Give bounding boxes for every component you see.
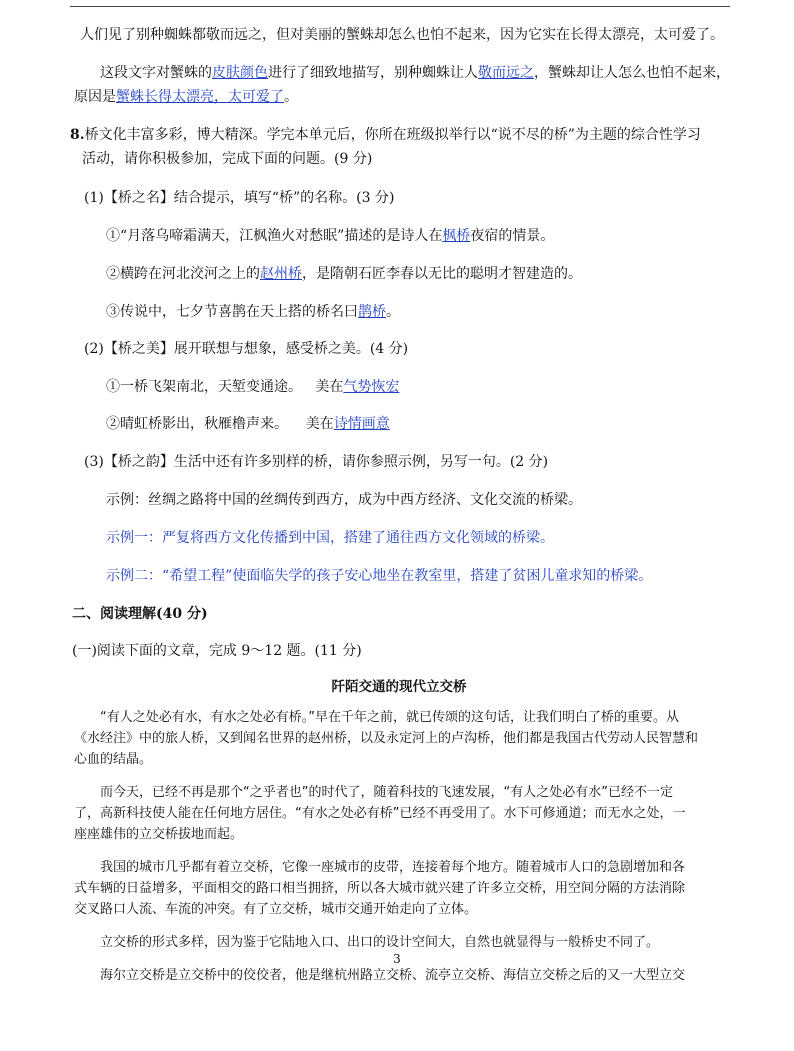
answer-blank: 枫桥 — [442, 228, 471, 244]
analysis-paragraph — [100, 62, 730, 84]
text: 。 — [284, 89, 298, 105]
article-line: 而今天，已经不再是那个“之乎者也”的时代了，随着科技的飞速发展，“有人之处必有水”已经不一定 — [100, 785, 673, 800]
answer-blank: 诗情画意 — [333, 416, 390, 432]
text: ②晴虹桥影出，秋雁橹声来。 美在 — [106, 416, 334, 432]
text: ①“月落乌啼霜满天，江枫渔火对愁眠”描述的是诗人在 — [106, 228, 443, 244]
article-line: 海尔立交桥是立交桥中的佼佼者，他是继杭州路立交桥、流亭立交桥、海信立交桥之后的又一大型立交 — [100, 968, 686, 983]
subquestion-2-title — [84, 338, 408, 360]
subquestion-3-answer-1 — [106, 527, 554, 549]
text: 这段文字对蟹蛛的 — [100, 65, 212, 81]
subquestion-3-answer-2 — [106, 565, 652, 587]
article-line: 心血的结晶。 — [74, 752, 153, 767]
subquestion-1-item-3 — [106, 301, 400, 323]
text: 人们见了别种蜘蛛都敬而远之，但对美丽的蟹蛛却怎么也怕不起来，因为它实在长得太漂亮，太可爱了。 — [80, 27, 724, 43]
article-line: 《水经注》中的旅人桥，又到闻名世界的赵州桥，以及永定河上的卢沟桥，他们都是我国古代劳动人民智慧和 — [74, 731, 699, 746]
article-line: 式车辆的日益增多，平面相交的路口相当拥挤，所以各大城市就兴建了许多立交桥，用空间分隔的方法消除 — [74, 881, 686, 896]
text: 夜宿的情景。 — [470, 228, 555, 244]
text: 示例：丝绸之路将中国的丝绸传到西方，成为中西方经济、文化交流的桥梁。 — [106, 492, 582, 508]
article-body — [74, 707, 734, 986]
text: 阡陌交通的现代立交桥 — [331, 679, 467, 695]
subquestion-3-title — [84, 451, 548, 473]
paragraph-line — [80, 24, 724, 46]
top-rule — [70, 6, 730, 7]
subquestion-1-item-2 — [106, 263, 582, 285]
text: (一)阅读下面的文章，完成 9～12 题。(11 分) — [72, 643, 362, 659]
article-line: 立交桥的形式多样，因为鉴于它陆地入口、出口的设计空间大，自然也就显得与一般桥史不同了。 — [100, 935, 660, 950]
article-title — [74, 676, 724, 698]
subquestion-3-example — [106, 489, 582, 511]
text: ①一桥飞架南北，天堑变通途。 美在 — [106, 379, 344, 395]
text: ②横跨在河北洨河之上的 — [106, 266, 260, 282]
text: 活动，请你积极参加，完成下面的问题。(9 分) — [82, 151, 373, 167]
text: 示例二：“希望工程”使面临失学的孩子安心地坐在教室里，搭建了贫困儿童求知的桥梁。 — [106, 568, 653, 584]
question-8-stem — [70, 124, 701, 146]
text: ，是隋朝石匠李春以无比的聪明才智建造的。 — [302, 266, 582, 282]
analysis-paragraph-cont — [74, 86, 298, 108]
text: ③传说中，七夕节喜鹊在天上搭的桥名曰 — [106, 304, 358, 320]
answer-blank: 赵州桥 — [260, 266, 302, 282]
article-line: 交叉路口人流、车流的冲突。有了立交桥，城市交通开始走向了立体。 — [74, 902, 478, 917]
text: 原因是 — [74, 89, 116, 105]
article-line: 座座雄伟的立交桥拔地而起。 — [74, 827, 244, 842]
article-line: 了，高新科技使人能在任何地方居住。“有水之处必有桥”已经不再受用了。水下可修通道；而无水之处，一 — [74, 806, 686, 821]
text: 桥文化丰富多彩，博大精深。学完本单元后，你所在班级拟举行以“说不尽的桥”为主题的综合性学习 — [84, 127, 701, 143]
answer-blank: 蟹蛛长得太漂亮，太可爱了 — [116, 89, 284, 105]
subquestion-1-title — [84, 187, 394, 209]
text: 二、阅读理解(40 分) — [72, 606, 208, 622]
answer-blank: 鹊桥 — [358, 304, 386, 320]
question-number: 8. — [70, 127, 85, 143]
text: 示例一：严复将西方文化传播到中国，搭建了通往西方文化领域的桥梁。 — [106, 530, 554, 546]
answer-blank: 气势恢宏 — [343, 379, 400, 395]
section-2-subtitle — [72, 640, 362, 662]
text: (1)【桥之名】结合提示，填写“桥”的名称。(3 分) — [84, 190, 395, 206]
answer-blank: 敬而远之 — [478, 65, 534, 81]
subquestion-1-item-1 — [106, 225, 554, 247]
section-2-title — [72, 603, 208, 625]
subquestion-2-item-1 — [106, 376, 399, 398]
question-8-stem-cont — [82, 148, 372, 170]
subquestion-2-item-2 — [106, 413, 390, 435]
text: 。 — [386, 304, 400, 320]
answer-blank: 皮肤颜色 — [212, 65, 268, 81]
page-number: 3 — [393, 952, 401, 966]
article-line: “有人之处必有水，有水之处必有桥。”早在千年之前，就已传颂的这句话，让我们明白了桥的重要。从 — [100, 710, 679, 725]
text: 进行了细致地描写，别种蜘蛛让人 — [268, 65, 478, 81]
text: (3)【桥之韵】生活中还有许多别样的桥，请你参照示例，另写一句。(2 分) — [84, 454, 549, 470]
text: (2)【桥之美】展开联想与想象，感受桥之美。(4 分) — [84, 341, 409, 357]
text: ，蟹蛛却让人怎么也怕不起来， — [534, 65, 730, 81]
article-line: 我国的城市几乎都有着立交桥，它像一座城市的皮带，连接着每个地方。随着城市人口的急剧增加和各 — [100, 860, 686, 875]
